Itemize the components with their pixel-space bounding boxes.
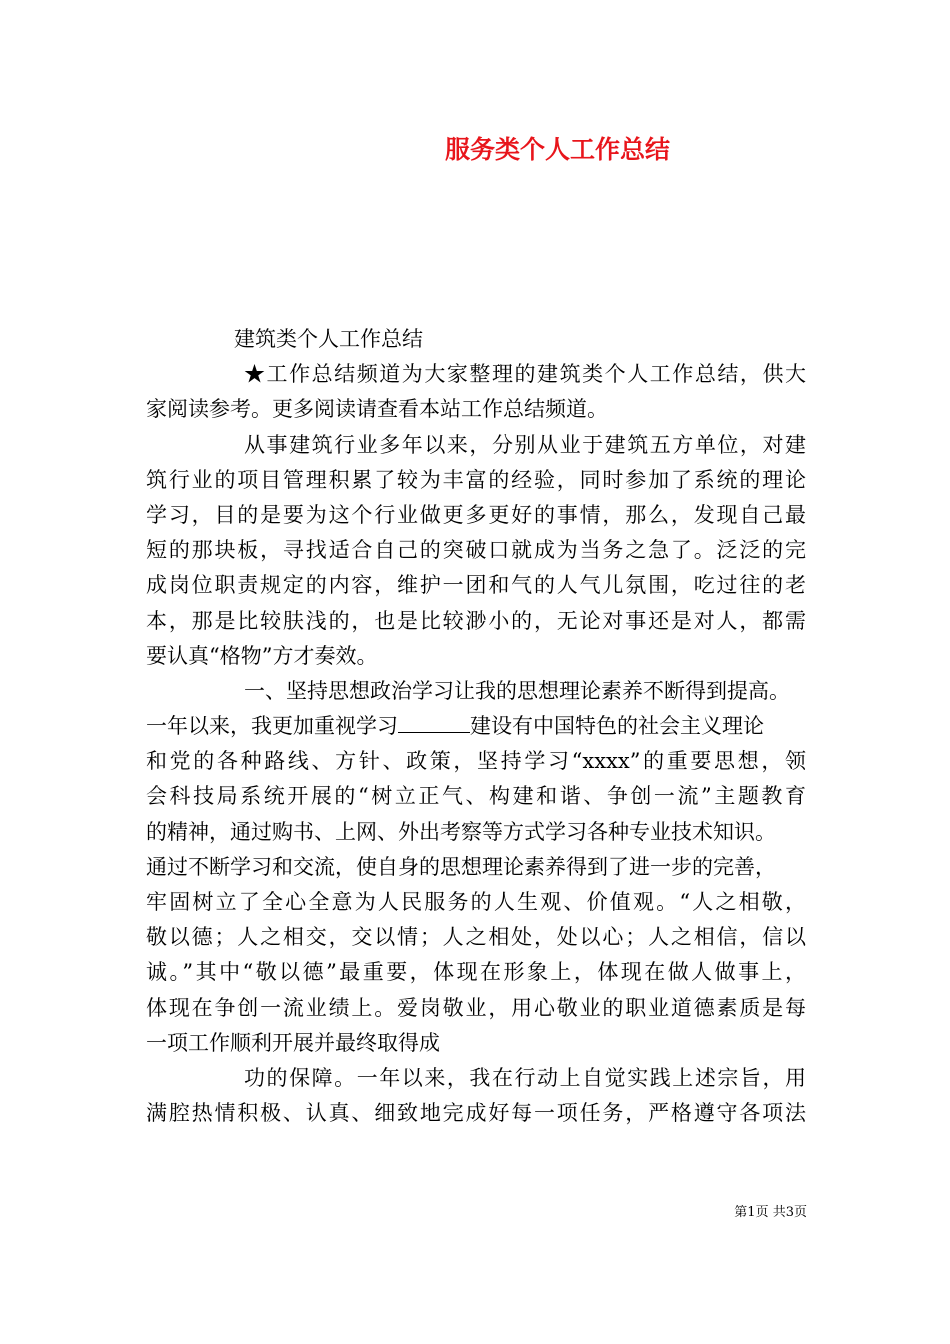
body-line: 成岗位职责规定的内容，维护一团和气的人气儿氛围，吃过往的老: [146, 573, 806, 598]
section-heading: 建筑类个人工作总结: [234, 327, 423, 351]
body-line: 学习，目的是要为这个行业做更多更好的事情，那么，发现自己最: [146, 502, 806, 527]
footer-prefix: 第: [734, 1205, 748, 1220]
body-line: 短的那块板，寻找适合自己的突破口就成为当务之急了。泛泛的完: [146, 538, 806, 563]
document-title: 服务类个人工作总结: [444, 135, 670, 164]
fill-in-blank: [398, 712, 470, 733]
body-line: 功的保障。一年以来，我在行动上自觉实践上述宗旨，用: [244, 1065, 806, 1090]
body-line: 本，那是比较肤浅的，也是比较渺小的，无论对事还是对人，都需: [146, 608, 806, 633]
body-text-fragment: 建设有中国特色的社会主义理论: [470, 714, 764, 739]
total-pages-number: 3: [785, 1205, 794, 1220]
body-line: 会科技局系统开展的“树立正气、构建和谐、争创一流”主题教育: [146, 784, 806, 809]
body-line: 和党的各种路线、方针、政策，坚持学习“xxxx”的重要思想，领: [146, 749, 806, 774]
body-line: 的精神，通过购书、上网、外出考察等方式学习各种专业技术知识。: [146, 819, 776, 844]
body-line: 牢固树立了全心全意为人民服务的人生观、价值观。“人之相敬，: [146, 890, 806, 914]
body-line: 一项工作顺利开展并最终取得成: [146, 1030, 440, 1055]
document-body: [146, 322, 806, 1131]
body-line: 体现在争创一流业绩上。爱岗敬业，用心敬业的职业道德素质是每: [146, 995, 806, 1020]
body-line: [146, 709, 806, 744]
footer-suffix: 页: [793, 1205, 807, 1220]
body-line: ★工作总结频道为大家整理的建筑类个人工作总结，供大: [244, 362, 806, 387]
body-line: 诚。”其中“敬以德”最重要，体现在形象上，体现在做人做事上，: [146, 960, 806, 985]
body-line: 从事建筑行业多年以来，分别从业于建筑五方单位，对建: [244, 432, 806, 457]
body-line: 家阅读参考。更多阅读请查看本站工作总结频道。: [146, 397, 608, 422]
footer-middle: 页 共: [755, 1205, 786, 1220]
body-line: 要认真“格物”方才奏效。: [146, 643, 378, 668]
body-line: 筑行业的项目管理积累了较为丰富的经验，同时参加了系统的理论: [146, 467, 806, 492]
body-text-fragment: 一年以来，我更加重视学习: [146, 714, 398, 739]
current-page-number: 1: [747, 1205, 756, 1220]
body-line: 满腔热情积极、认真、细致地完成好每一项任务，严格遵守各项法: [146, 1101, 806, 1126]
body-line: 一、坚持思想政治学习让我的思想理论素养不断得到提高。: [244, 678, 790, 703]
page-footer: [734, 1204, 807, 1222]
body-line: 通过不断学习和交流，使自身的思想理论素养得到了进一步的完善，: [146, 854, 776, 879]
body-line: 敬以德；人之相交，交以情；人之相处，处以心；人之相信，信以: [146, 925, 806, 950]
